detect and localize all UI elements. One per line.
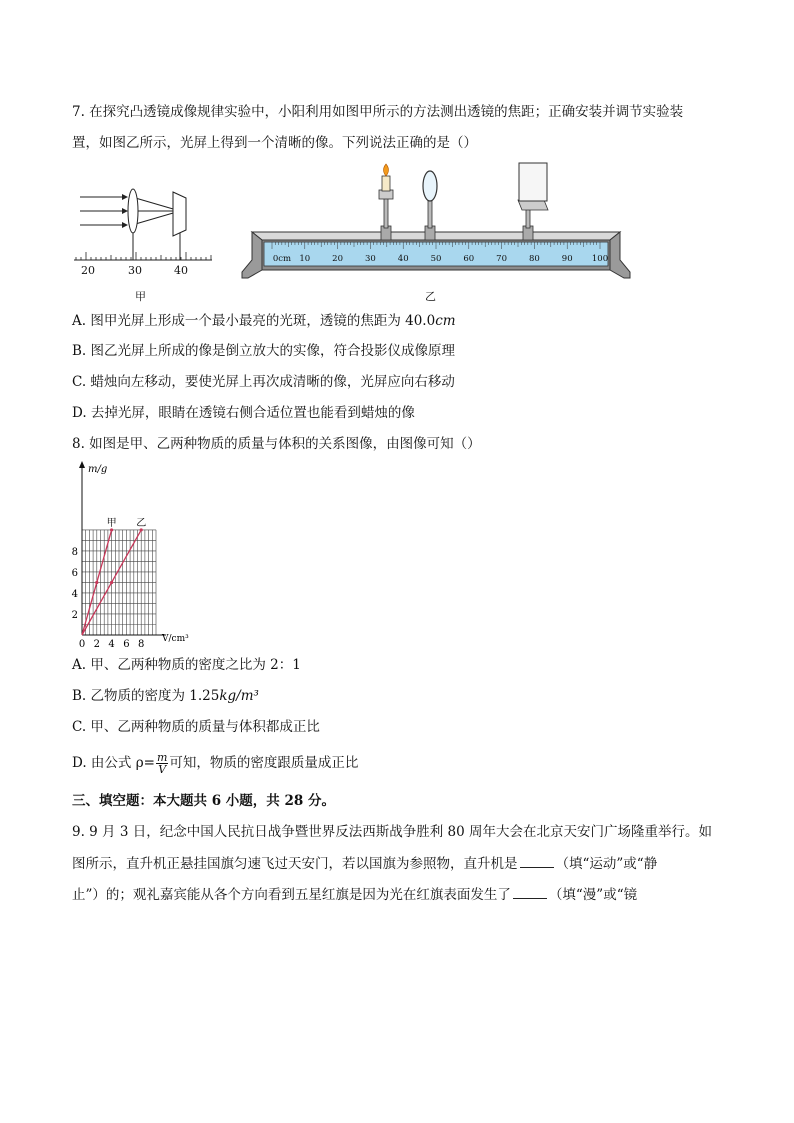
scale-label: 0cm (272, 254, 292, 264)
scale-label: 20 (332, 254, 344, 264)
y-axis-label: m/g (88, 464, 108, 475)
figure-yi-optical-bench (238, 160, 634, 285)
series-label-2: 乙 (136, 517, 147, 529)
mass-volume-chart (68, 458, 278, 648)
q9-blank-1[interactable] (520, 853, 554, 868)
density-formula-fraction: $\frac{m}{V}$ (156, 751, 168, 776)
q7-stem-line2: 置，如图乙所示，光屏上得到一个清晰的像。下列说法正确的是（） (72, 135, 477, 151)
x-tick-label: 0 (78, 639, 86, 648)
y-axis-arrow (79, 461, 85, 468)
y-tick-label: 4 (71, 588, 78, 600)
q9-line2: 图所示，直升机正悬挂国旗匀速飞过天安门，若以国旗为参照物，直升机是 （填“运动”或“静 (72, 853, 657, 874)
fig-jia-caption: 甲 (135, 290, 146, 303)
q9-line3: 止”）的；观礼嘉宾能从各个方向看到五星红旗是因为光在红旗表面发生了 （填“漫”或“镜 (72, 884, 637, 905)
x-axis-label: V/cm³ (162, 634, 189, 644)
q8-option-c[interactable]: C. 甲、乙两种物质的质量与体积都成正比 (72, 719, 320, 735)
q8-option-d[interactable]: D. 由公式 ρ= $\frac{m}{V}$ 可知，物质的密度跟质量成正比 (72, 751, 359, 776)
q9-line1: 9. 9 月 3 日，纪念中国人民抗日战争暨世界反法西斯战争胜利 80 周年大会在北京天安门广场隆重举行。如 (72, 824, 712, 840)
fig-jia-tick-40: 40 (174, 264, 188, 277)
q7-stem-line1: 7. 在探究凸透镜成像规律实验中，小阳利用如图甲所示的方法测出透镜的焦距；正确安装并调节实验装 (72, 104, 684, 120)
scale-label: 50 (430, 254, 442, 264)
scale-label: 40 (397, 254, 409, 264)
x-tick-label: 2 (93, 639, 100, 648)
q8-stem: 8. 如图是甲、乙两种物质的质量与体积的关系图像，由图像可知（） (72, 436, 481, 452)
scale-label: 30 (364, 254, 376, 264)
data-point (95, 581, 98, 584)
x-tick-label: 4 (108, 639, 115, 648)
scale-label: 80 (528, 254, 540, 264)
y-tick-label: 6 (71, 567, 78, 579)
q7-option-b[interactable]: B. 图乙光屏上所成的像是倒立放大的实像，符合投影仪成像原理 (72, 343, 456, 359)
y-tick-label: 2 (71, 609, 78, 621)
x-tick-label: 8 (138, 639, 145, 648)
q8-option-b[interactable]: B. 乙物质的密度为 1.25kg/m³ (72, 688, 259, 704)
data-point (110, 581, 113, 584)
series-label-1: 甲 (106, 517, 117, 529)
x-tick-label: 6 (123, 639, 130, 648)
scale-label: 70 (496, 254, 508, 264)
q9-blank-2[interactable] (513, 884, 547, 899)
q8-option-a[interactable]: A. 甲、乙两种物质的密度之比为 2：1 (72, 657, 301, 673)
y-tick-label: 8 (71, 546, 78, 558)
section-3-heading: 三、填空题：本大题共 6 小题，共 28 分。 (72, 793, 335, 809)
q7-option-a[interactable]: A. 图甲光屏上形成一个最小最亮的光斑，透镜的焦距为 40.0cm (72, 313, 456, 329)
q7-option-c[interactable]: C. 蜡烛向左移动，要使光屏上再次成清晰的像，光屏应向右移动 (72, 374, 455, 390)
scale-label: 90 (561, 254, 573, 264)
scale-label: 100 (591, 254, 609, 264)
q7-option-d[interactable]: D. 去掉光屏，眼睛在透镜右侧合适位置也能看到蜡烛的像 (72, 405, 415, 421)
scale-label: 60 (463, 254, 475, 264)
fig-yi-caption: 乙 (425, 290, 436, 303)
scale-label: 10 (299, 254, 311, 264)
fig-jia-tick-20: 20 (81, 264, 95, 277)
fig-jia-tick-30: 30 (128, 264, 142, 277)
